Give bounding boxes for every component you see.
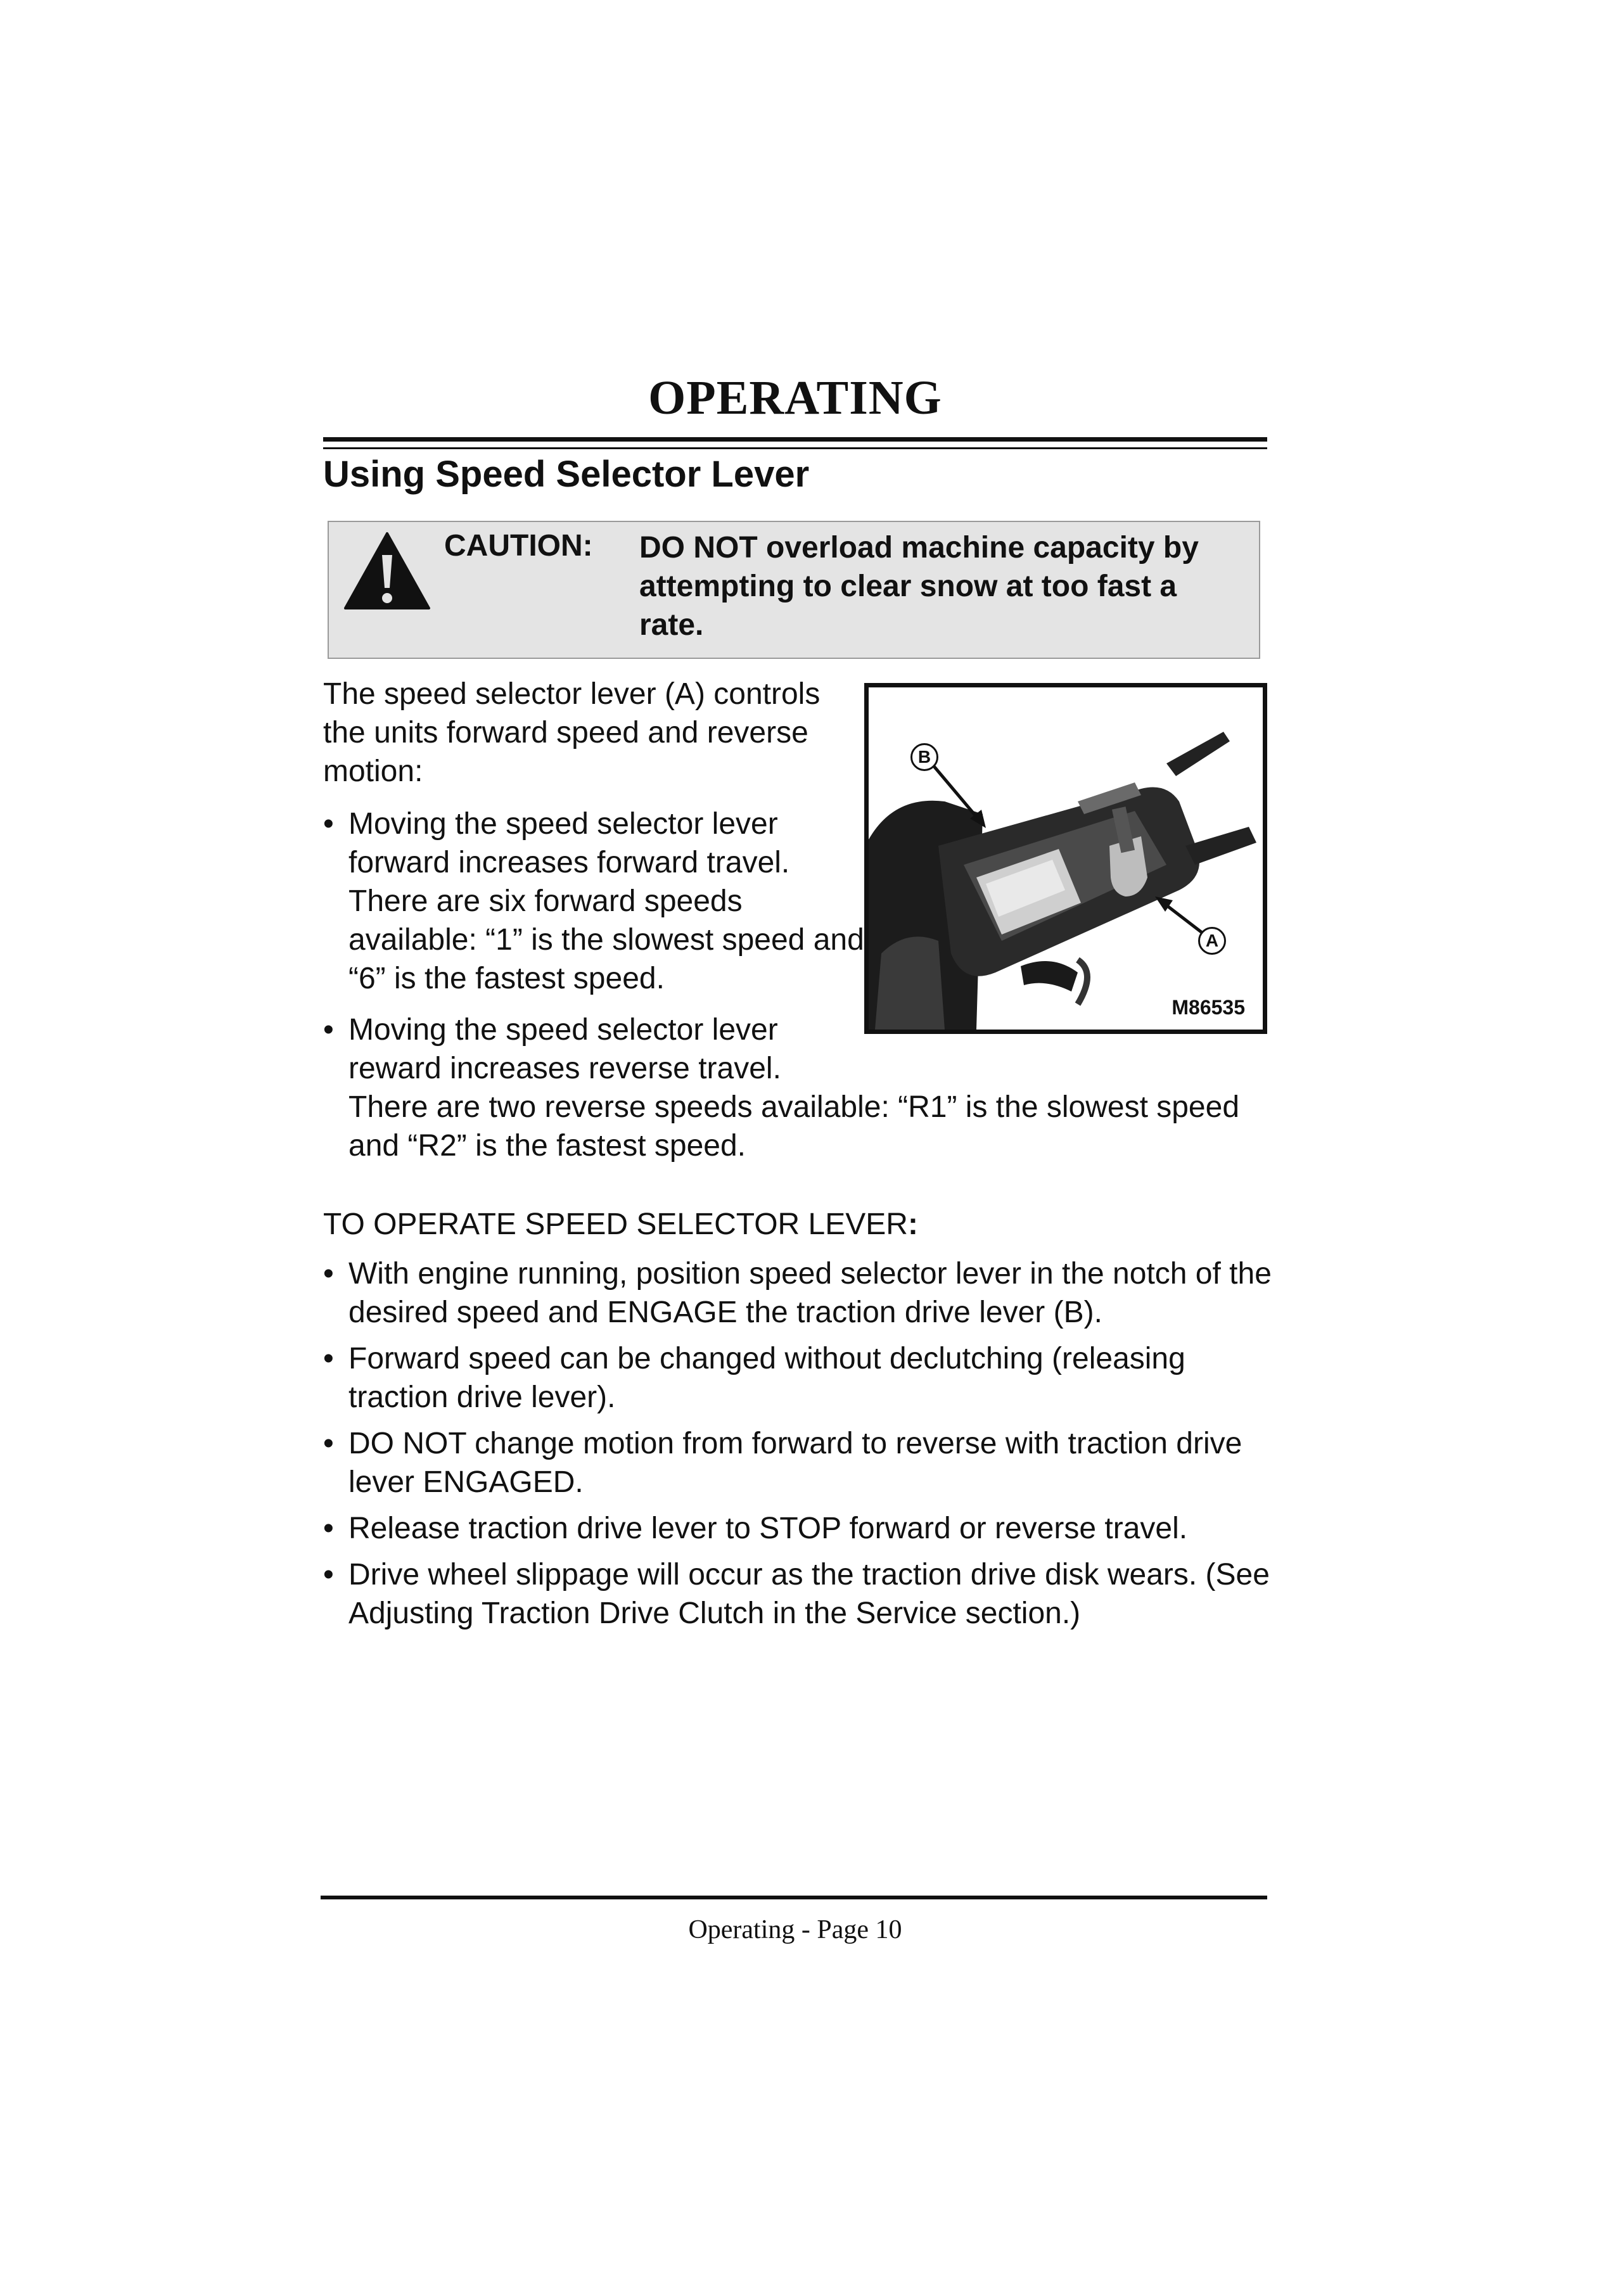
list-item bbox=[323, 1424, 1280, 1502]
intro-paragraph: The speed selector lever (A) controls the units forward speed and reverse motion: bbox=[323, 677, 821, 788]
operate-heading-text: TO OPERATE SPEED SELECTOR LEVER bbox=[323, 1208, 908, 1241]
list-item-text: DO NOT change motion from forward to reverse with traction drive lever ENGAGED. bbox=[348, 1427, 1242, 1499]
callout-b: B bbox=[910, 743, 938, 771]
list-item-text: Moving the speed selector lever forward increases forward travel. There are six forward speeds available: “1” is the slowest speed and “6” is the fastest speed. bbox=[348, 807, 864, 995]
list-item bbox=[323, 1011, 1274, 1165]
list-item bbox=[323, 1509, 1280, 1548]
operate-heading-colon: : bbox=[907, 1208, 918, 1241]
section-heading: Using Speed Selector Lever bbox=[323, 454, 810, 495]
list-item bbox=[323, 1555, 1280, 1633]
list-item bbox=[323, 1254, 1280, 1332]
title-rule-thick bbox=[323, 437, 1267, 442]
list-item-text: Release traction drive lever to STOP forward or reverse travel. bbox=[348, 1512, 1188, 1545]
warning-triangle-icon bbox=[343, 530, 431, 612]
list-item bbox=[323, 805, 1274, 998]
page-title: OPERATING bbox=[648, 371, 942, 424]
list-item bbox=[323, 1339, 1280, 1417]
speed-bullet-list bbox=[323, 805, 1274, 1178]
callout-a: A bbox=[1198, 927, 1226, 955]
operate-bullet-list bbox=[323, 1254, 1280, 1640]
caution-label: CAUTION: bbox=[444, 529, 593, 563]
page-footer: Operating - Page 10 bbox=[688, 1915, 902, 1944]
footer-rule bbox=[321, 1896, 1267, 1899]
bullet: • bbox=[323, 1558, 334, 1591]
figure-code: M86535 bbox=[1172, 996, 1245, 1019]
list-item-text: Forward speed can be changed without declutching (releasing traction drive lever). bbox=[348, 1342, 1185, 1414]
caution-text: DO NOT overload machine capacity by attempting to clear snow at too fast a rate. bbox=[639, 531, 1199, 642]
list-item-text: With engine running, position speed selector lever in the notch of the desired speed and ENGAGE the traction drive lever (B). bbox=[348, 1257, 1272, 1329]
caution-box bbox=[328, 521, 1260, 659]
bullet: • bbox=[323, 807, 334, 841]
bullet: • bbox=[323, 1342, 334, 1375]
bullet: • bbox=[323, 1427, 334, 1460]
title-rule-thin bbox=[323, 447, 1267, 449]
list-item-text-continued: There are two reverse speeds available: “R1” is the slowest speed and “R2” is the fastest speed. bbox=[348, 1090, 1240, 1163]
list-item-text: Moving the speed selector lever reward increases reverse travel. bbox=[348, 1013, 781, 1085]
list-item-text: Drive wheel slippage will occur as the traction drive disk wears. (See Adjusting Traction Drive Clutch in the Service section.) bbox=[348, 1558, 1270, 1630]
bullet: • bbox=[323, 1013, 334, 1047]
bullet: • bbox=[323, 1257, 334, 1291]
bullet: • bbox=[323, 1512, 334, 1545]
operate-heading bbox=[323, 1207, 918, 1242]
